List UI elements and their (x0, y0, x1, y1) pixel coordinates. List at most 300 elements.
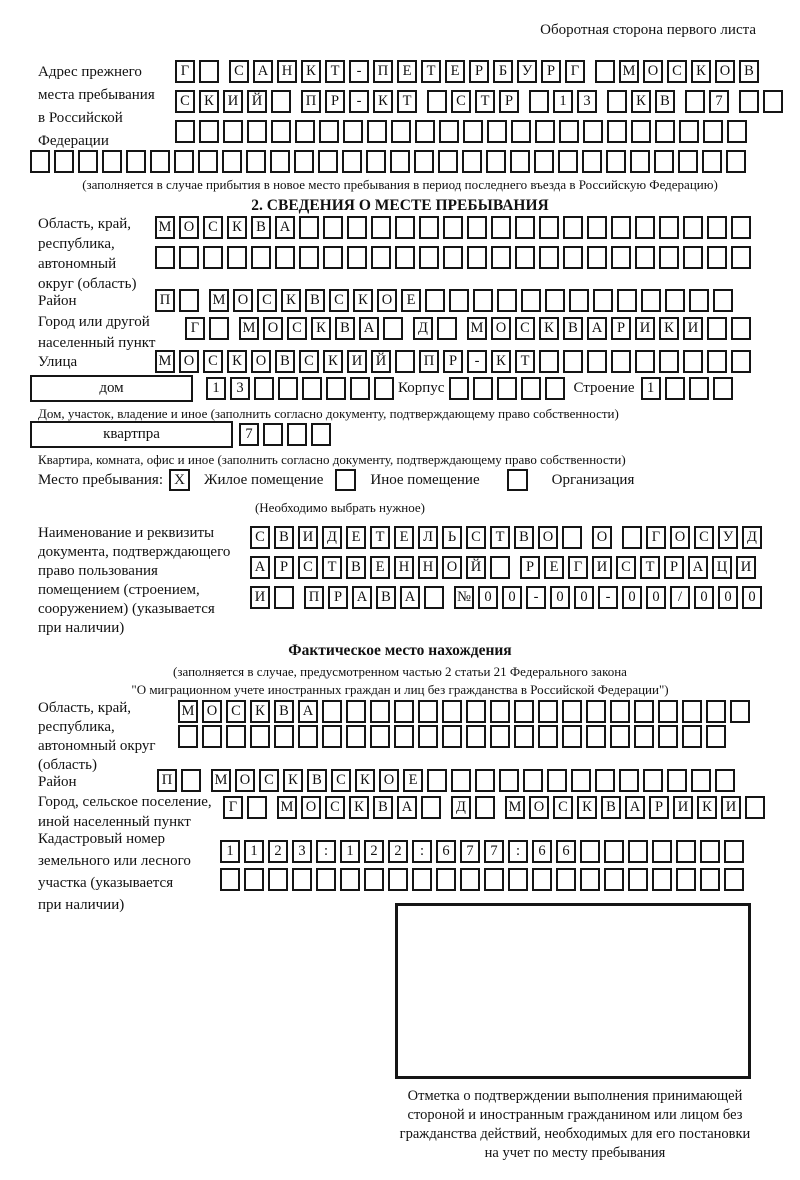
char-box[interactable] (713, 289, 733, 312)
char-box[interactable] (462, 150, 482, 173)
char-box[interactable] (427, 90, 447, 113)
char-box[interactable] (497, 377, 517, 400)
char-box[interactable]: С (298, 556, 318, 579)
char-box[interactable]: В (335, 317, 355, 340)
char-box[interactable] (707, 216, 727, 239)
char-box[interactable] (424, 586, 444, 609)
char-box[interactable]: Г (646, 526, 666, 549)
char-box[interactable]: К (353, 289, 373, 312)
char-box[interactable]: О (301, 796, 321, 819)
char-box[interactable] (703, 120, 723, 143)
char-box[interactable]: Г (223, 796, 243, 819)
char-box[interactable] (179, 289, 199, 312)
char-box[interactable]: - (526, 586, 546, 609)
char-box[interactable]: Г (568, 556, 588, 579)
char-box[interactable] (491, 246, 511, 269)
char-box[interactable]: В (305, 289, 325, 312)
char-box[interactable] (274, 725, 294, 748)
char-box[interactable]: М (209, 289, 229, 312)
char-box[interactable] (322, 725, 342, 748)
char-box[interactable] (727, 120, 747, 143)
char-box[interactable]: О (377, 289, 397, 312)
char-box[interactable]: Е (544, 556, 564, 579)
char-box[interactable]: Й (371, 350, 391, 373)
char-box[interactable]: Т (640, 556, 660, 579)
char-box[interactable] (515, 216, 535, 239)
char-box[interactable]: Е (403, 769, 423, 792)
char-box[interactable]: М (211, 769, 231, 792)
char-box[interactable]: К (250, 700, 270, 723)
char-box[interactable]: К (349, 796, 369, 819)
char-box[interactable] (427, 769, 447, 792)
char-box[interactable]: П (419, 350, 439, 373)
char-box[interactable] (683, 216, 703, 239)
char-box[interactable] (247, 796, 267, 819)
char-box[interactable]: О (643, 60, 663, 83)
char-box[interactable]: В (274, 526, 294, 549)
char-box[interactable]: М (277, 796, 297, 819)
char-box[interactable]: Р (611, 317, 631, 340)
char-box[interactable]: В (307, 769, 327, 792)
char-box[interactable] (556, 868, 576, 891)
char-box[interactable] (691, 769, 711, 792)
char-box[interactable]: Г (565, 60, 585, 83)
char-box[interactable] (449, 289, 469, 312)
char-box[interactable]: С (299, 350, 319, 373)
char-box[interactable] (299, 246, 319, 269)
char-box[interactable] (510, 150, 530, 173)
char-box[interactable] (367, 120, 387, 143)
char-box[interactable]: О (202, 700, 222, 723)
char-box[interactable]: К (323, 350, 343, 373)
char-box[interactable] (347, 246, 367, 269)
char-box[interactable]: В (514, 526, 534, 549)
char-box[interactable] (731, 246, 751, 269)
char-box[interactable]: Т (515, 350, 535, 373)
char-box[interactable] (449, 377, 469, 400)
char-box[interactable] (371, 216, 391, 239)
char-box[interactable] (685, 90, 705, 113)
char-box[interactable] (323, 246, 343, 269)
char-box[interactable] (731, 350, 751, 373)
char-box[interactable]: С (694, 526, 714, 549)
char-box[interactable] (395, 246, 415, 269)
char-box[interactable]: Е (445, 60, 465, 83)
char-box[interactable] (415, 120, 435, 143)
char-box[interactable]: : (316, 840, 336, 863)
char-box[interactable] (634, 725, 654, 748)
char-box[interactable] (682, 700, 702, 723)
char-box[interactable] (246, 150, 266, 173)
char-box[interactable] (643, 769, 663, 792)
char-box[interactable] (199, 120, 219, 143)
char-box[interactable] (508, 868, 528, 891)
char-box[interactable]: И (721, 796, 741, 819)
char-box[interactable]: А (352, 586, 372, 609)
char-box[interactable] (604, 868, 624, 891)
char-box[interactable]: И (683, 317, 703, 340)
char-box[interactable]: Й (466, 556, 486, 579)
char-box[interactable] (371, 246, 391, 269)
char-box[interactable]: И (250, 586, 270, 609)
char-box[interactable]: 1 (220, 840, 240, 863)
char-box[interactable] (390, 150, 410, 173)
char-box[interactable]: Е (397, 60, 417, 83)
char-box[interactable]: 1 (641, 377, 661, 400)
char-box[interactable] (635, 246, 655, 269)
char-box[interactable] (490, 725, 510, 748)
char-box[interactable]: Р (274, 556, 294, 579)
char-box[interactable] (436, 868, 456, 891)
char-box[interactable]: 2 (268, 840, 288, 863)
char-box[interactable]: 3 (577, 90, 597, 113)
char-box[interactable]: Д (742, 526, 762, 549)
char-box[interactable] (30, 150, 50, 173)
char-box[interactable] (295, 120, 315, 143)
char-box[interactable]: К (227, 216, 247, 239)
residence-checkbox-zhiloe[interactable]: X (169, 469, 190, 491)
char-box[interactable] (223, 120, 243, 143)
char-box[interactable] (659, 246, 679, 269)
char-box[interactable] (587, 216, 607, 239)
char-box[interactable] (421, 796, 441, 819)
char-box[interactable]: Т (397, 90, 417, 113)
char-box[interactable] (538, 700, 558, 723)
char-box[interactable] (466, 700, 486, 723)
char-box[interactable]: С (203, 216, 223, 239)
char-box[interactable] (724, 868, 744, 891)
char-box[interactable] (700, 840, 720, 863)
char-box[interactable] (209, 317, 229, 340)
char-box[interactable] (538, 725, 558, 748)
char-box[interactable]: Л (418, 526, 438, 549)
char-box[interactable] (523, 769, 543, 792)
char-box[interactable] (270, 150, 290, 173)
char-box[interactable]: Б (493, 60, 513, 83)
char-box[interactable] (545, 377, 565, 400)
char-box[interactable]: - (349, 60, 369, 83)
char-box[interactable]: 7 (709, 90, 729, 113)
char-box[interactable]: О (491, 317, 511, 340)
char-box[interactable] (438, 150, 458, 173)
char-box[interactable] (514, 700, 534, 723)
char-box[interactable]: Д (413, 317, 433, 340)
char-box[interactable] (689, 289, 709, 312)
char-box[interactable]: К (697, 796, 717, 819)
char-box[interactable] (287, 423, 307, 446)
char-box[interactable] (490, 556, 510, 579)
char-box[interactable]: 0 (718, 586, 738, 609)
char-box[interactable]: Т (475, 90, 495, 113)
char-box[interactable] (658, 725, 678, 748)
char-box[interactable] (388, 868, 408, 891)
char-box[interactable]: Р (541, 60, 561, 83)
char-box[interactable] (562, 725, 582, 748)
char-box[interactable] (443, 216, 463, 239)
char-box[interactable] (521, 377, 541, 400)
char-box[interactable] (271, 90, 291, 113)
char-box[interactable] (611, 246, 631, 269)
char-box[interactable] (731, 317, 751, 340)
char-box[interactable] (547, 769, 567, 792)
char-box[interactable]: К (491, 350, 511, 373)
char-box[interactable] (683, 350, 703, 373)
char-box[interactable] (318, 150, 338, 173)
char-box[interactable] (745, 796, 765, 819)
char-box[interactable] (569, 289, 589, 312)
char-box[interactable]: Р (649, 796, 669, 819)
char-box[interactable] (374, 377, 394, 400)
char-box[interactable] (395, 350, 415, 373)
char-box[interactable]: 2 (364, 840, 384, 863)
char-box[interactable]: : (412, 840, 432, 863)
char-box[interactable] (102, 150, 122, 173)
char-box[interactable] (203, 246, 223, 269)
char-box[interactable] (676, 840, 696, 863)
char-box[interactable] (302, 377, 322, 400)
char-box[interactable]: С (667, 60, 687, 83)
char-box[interactable] (706, 700, 726, 723)
char-box[interactable]: О (179, 350, 199, 373)
char-box[interactable] (763, 90, 783, 113)
char-box[interactable]: 3 (230, 377, 250, 400)
char-box[interactable]: А (359, 317, 379, 340)
char-box[interactable]: Е (346, 526, 366, 549)
char-box[interactable]: И (592, 556, 612, 579)
char-box[interactable]: С (466, 526, 486, 549)
char-box[interactable] (678, 150, 698, 173)
char-box[interactable] (126, 150, 146, 173)
char-box[interactable] (715, 769, 735, 792)
char-box[interactable] (586, 700, 606, 723)
char-box[interactable]: Р (499, 90, 519, 113)
char-box[interactable]: 7 (239, 423, 259, 446)
char-box[interactable] (707, 246, 727, 269)
char-box[interactable]: П (304, 586, 324, 609)
char-box[interactable]: М (155, 216, 175, 239)
char-box[interactable] (563, 216, 583, 239)
char-box[interactable] (654, 150, 674, 173)
char-box[interactable] (702, 150, 722, 173)
char-box[interactable] (347, 216, 367, 239)
char-box[interactable]: О (715, 60, 735, 83)
char-box[interactable] (611, 350, 631, 373)
char-box[interactable] (606, 150, 626, 173)
char-box[interactable]: Н (277, 60, 297, 83)
char-box[interactable] (323, 216, 343, 239)
char-box[interactable] (179, 246, 199, 269)
char-box[interactable]: О (379, 769, 399, 792)
char-box[interactable] (521, 289, 541, 312)
char-box[interactable]: С (329, 289, 349, 312)
char-box[interactable]: 0 (646, 586, 666, 609)
char-box[interactable] (202, 725, 222, 748)
char-box[interactable]: Т (421, 60, 441, 83)
char-box[interactable]: О (179, 216, 199, 239)
char-box[interactable]: У (718, 526, 738, 549)
char-box[interactable]: К (631, 90, 651, 113)
char-box[interactable] (391, 120, 411, 143)
char-box[interactable] (607, 120, 627, 143)
char-box[interactable] (529, 90, 549, 113)
char-box[interactable]: - (598, 586, 618, 609)
char-box[interactable] (571, 769, 591, 792)
char-box[interactable] (244, 868, 264, 891)
char-box[interactable] (730, 700, 750, 723)
char-box[interactable]: М (619, 60, 639, 83)
char-box[interactable]: О (263, 317, 283, 340)
char-box[interactable] (346, 700, 366, 723)
char-box[interactable] (340, 868, 360, 891)
char-box[interactable]: 0 (502, 586, 522, 609)
char-box[interactable]: С (616, 556, 636, 579)
char-box[interactable] (595, 769, 615, 792)
char-box[interactable] (442, 700, 462, 723)
char-box[interactable] (298, 725, 318, 748)
char-box[interactable]: С (257, 289, 277, 312)
char-box[interactable] (724, 840, 744, 863)
char-box[interactable]: В (373, 796, 393, 819)
char-box[interactable]: У (517, 60, 537, 83)
char-box[interactable] (475, 769, 495, 792)
char-box[interactable] (611, 216, 631, 239)
char-box[interactable] (268, 868, 288, 891)
char-box[interactable] (473, 289, 493, 312)
char-box[interactable] (364, 868, 384, 891)
char-box[interactable] (707, 350, 727, 373)
char-box[interactable]: Т (370, 526, 390, 549)
char-box[interactable]: Р (469, 60, 489, 83)
char-box[interactable] (607, 90, 627, 113)
char-box[interactable] (346, 725, 366, 748)
char-box[interactable] (676, 868, 696, 891)
char-box[interactable] (343, 120, 363, 143)
char-box[interactable]: Ь (442, 526, 462, 549)
char-box[interactable]: М (505, 796, 525, 819)
char-box[interactable] (319, 120, 339, 143)
char-box[interactable]: М (467, 317, 487, 340)
char-box[interactable] (254, 377, 274, 400)
char-box[interactable] (511, 120, 531, 143)
char-box[interactable]: № (454, 586, 474, 609)
char-box[interactable]: С (226, 700, 246, 723)
char-box[interactable] (473, 377, 493, 400)
char-box[interactable]: 7 (484, 840, 504, 863)
char-box[interactable] (271, 120, 291, 143)
char-box[interactable] (713, 377, 733, 400)
char-box[interactable] (652, 840, 672, 863)
char-box[interactable] (617, 289, 637, 312)
char-box[interactable] (467, 216, 487, 239)
char-box[interactable]: В (376, 586, 396, 609)
char-box[interactable]: 7 (460, 840, 480, 863)
char-box[interactable] (322, 700, 342, 723)
char-box[interactable] (155, 246, 175, 269)
char-box[interactable]: - (467, 350, 487, 373)
char-box[interactable] (515, 246, 535, 269)
char-box[interactable]: И (347, 350, 367, 373)
char-box[interactable] (174, 150, 194, 173)
char-box[interactable]: С (553, 796, 573, 819)
char-box[interactable] (247, 120, 267, 143)
char-box[interactable]: 6 (532, 840, 552, 863)
char-box[interactable]: Р (328, 586, 348, 609)
char-box[interactable]: К (227, 350, 247, 373)
char-box[interactable]: 3 (292, 840, 312, 863)
char-box[interactable] (659, 216, 679, 239)
char-box[interactable]: Р (520, 556, 540, 579)
char-box[interactable] (299, 216, 319, 239)
char-box[interactable] (419, 246, 439, 269)
char-box[interactable] (535, 120, 555, 143)
char-box[interactable] (604, 840, 624, 863)
char-box[interactable] (499, 769, 519, 792)
char-box[interactable] (580, 868, 600, 891)
char-box[interactable] (222, 150, 242, 173)
char-box[interactable]: К (691, 60, 711, 83)
char-box[interactable]: В (275, 350, 295, 373)
char-box[interactable] (463, 120, 483, 143)
char-box[interactable]: Е (370, 556, 390, 579)
char-box[interactable] (418, 700, 438, 723)
char-box[interactable] (442, 725, 462, 748)
char-box[interactable] (466, 725, 486, 748)
char-box[interactable] (227, 246, 247, 269)
char-box[interactable]: К (199, 90, 219, 113)
char-box[interactable]: Д (322, 526, 342, 549)
char-box[interactable] (562, 526, 582, 549)
char-box[interactable] (665, 377, 685, 400)
char-box[interactable]: А (625, 796, 645, 819)
char-box[interactable]: К (355, 769, 375, 792)
char-box[interactable]: К (281, 289, 301, 312)
char-box[interactable] (342, 150, 362, 173)
char-box[interactable] (226, 725, 246, 748)
char-box[interactable]: К (373, 90, 393, 113)
char-box[interactable] (679, 120, 699, 143)
char-box[interactable] (610, 725, 630, 748)
char-box[interactable]: К (283, 769, 303, 792)
char-box[interactable]: 6 (436, 840, 456, 863)
char-box[interactable]: 1 (206, 377, 226, 400)
char-box[interactable] (274, 586, 294, 609)
char-box[interactable]: А (688, 556, 708, 579)
char-box[interactable] (539, 216, 559, 239)
char-box[interactable]: А (400, 586, 420, 609)
char-box[interactable]: И (736, 556, 756, 579)
char-box[interactable] (491, 216, 511, 239)
char-box[interactable] (631, 120, 651, 143)
char-box[interactable] (497, 289, 517, 312)
char-box[interactable] (563, 350, 583, 373)
char-box[interactable] (395, 216, 415, 239)
char-box[interactable] (263, 423, 283, 446)
char-box[interactable]: С (250, 526, 270, 549)
char-box[interactable] (443, 246, 463, 269)
char-box[interactable] (383, 317, 403, 340)
char-box[interactable] (726, 150, 746, 173)
char-box[interactable]: - (349, 90, 369, 113)
char-box[interactable] (731, 216, 751, 239)
char-box[interactable] (545, 289, 565, 312)
char-box[interactable] (250, 725, 270, 748)
char-box[interactable]: 1 (340, 840, 360, 863)
char-box[interactable]: П (301, 90, 321, 113)
char-box[interactable]: Р (664, 556, 684, 579)
char-box[interactable]: В (655, 90, 675, 113)
char-box[interactable] (667, 769, 687, 792)
char-box[interactable] (487, 120, 507, 143)
